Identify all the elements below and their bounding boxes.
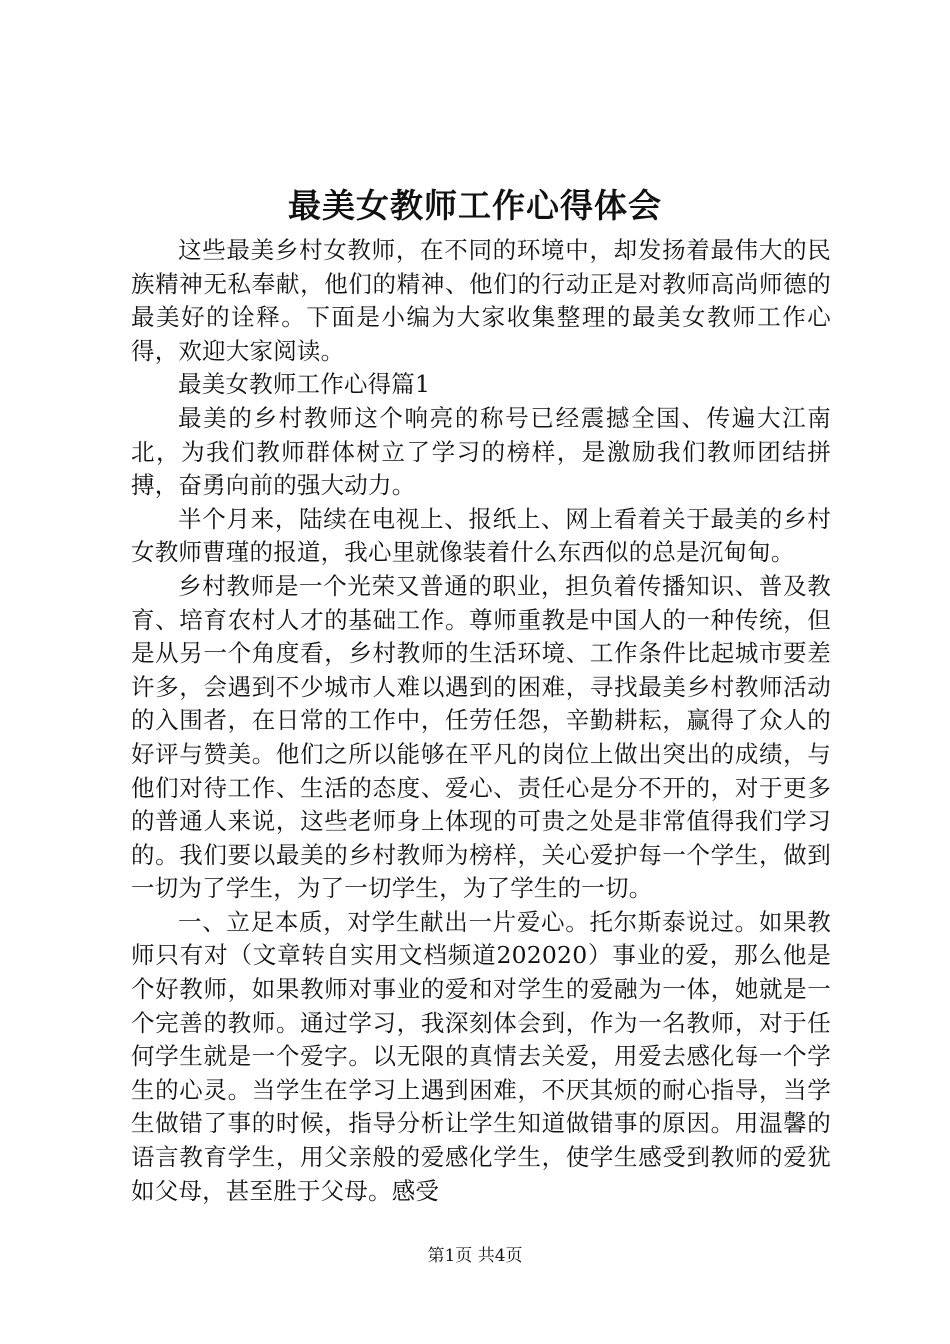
paragraph-2: 半个月来，陆续在电视上、报纸上、网上看着关于最美的乡村女教师曹瑾的报道，我心里就像装着什么东西似的总是沉甸甸。 [131,504,831,567]
page-footer: 第1页 共4页 [427,1246,523,1266]
document-title: 最美女教师工作心得体会 [288,186,662,225]
paragraph-4: 一、立足本质，对学生献出一片爱心。托尔斯泰说过。如果教师只有对（文章转自实用文档频道202020）事业的爱，那么他是个好教师，如果教师对事业的爱和对学生的爱融为一体，她就是一个完善的教师。通过学习，我深刻体会到，作为一名教师，对于任何学生就是一个爱字。以无限的真情去关爱，用爱去感化每一个学生的心灵。当学生在学习上遇到困难，不厌其烦的耐心指导，当学生做错了事的时候，指导分析让学生知道做错事的原因。用温馨的语言教育学生，用父亲般的爱感化学生，使学生感受到教师的爱犹如父母，甚至胜于父母。感受 [131,907,831,1205]
section-heading: 最美女教师工作心得篇1 [178,370,431,399]
document-body [131,234,831,1208]
paragraph-intro: 这些最美乡村女教师，在不同的环境中，却发扬着最伟大的民族精神无私奉献，他们的精神、他们的行动正是对教师高尚师德的最美好的诠释。下面是小编为大家收集整理的最美女教师工作心得，欢迎大家阅读。 [131,236,831,365]
paragraph-1: 最美的乡村教师这个响亮的称号已经震撼全国、传遍大江南北，为我们教师群体树立了学习的榜样，是激励我们教师团结拼搏，奋勇向前的强大动力。 [131,403,831,500]
paragraph-3: 乡村教师是一个光荣又普通的职业，担负着传播知识、普及教育、培育农村人才的基础工作。尊师重教是中国人的一种传统，但是从另一个角度看，乡村教师的生活环境、工作条件比起城市要差许多，会遇到不少城市人难以遇到的困难，寻找最美乡村教师活动的入围者，在日常的工作中，任劳任怨，辛勤耕耘，赢得了众人的好评与赞美。他们之所以能够在平凡的岗位上做出突出的成绩，与他们对待工作、生活的态度、爱心、责任心是分不开的，对于更多的普通人来说，这些老师身上体现的可贵之处是非常值得我们学习的。我们要以最美的乡村教师为榜样，关心爱护每一个学生，做到一切为了学生，为了一切学生，为了学生的一切。 [131,571,831,903]
